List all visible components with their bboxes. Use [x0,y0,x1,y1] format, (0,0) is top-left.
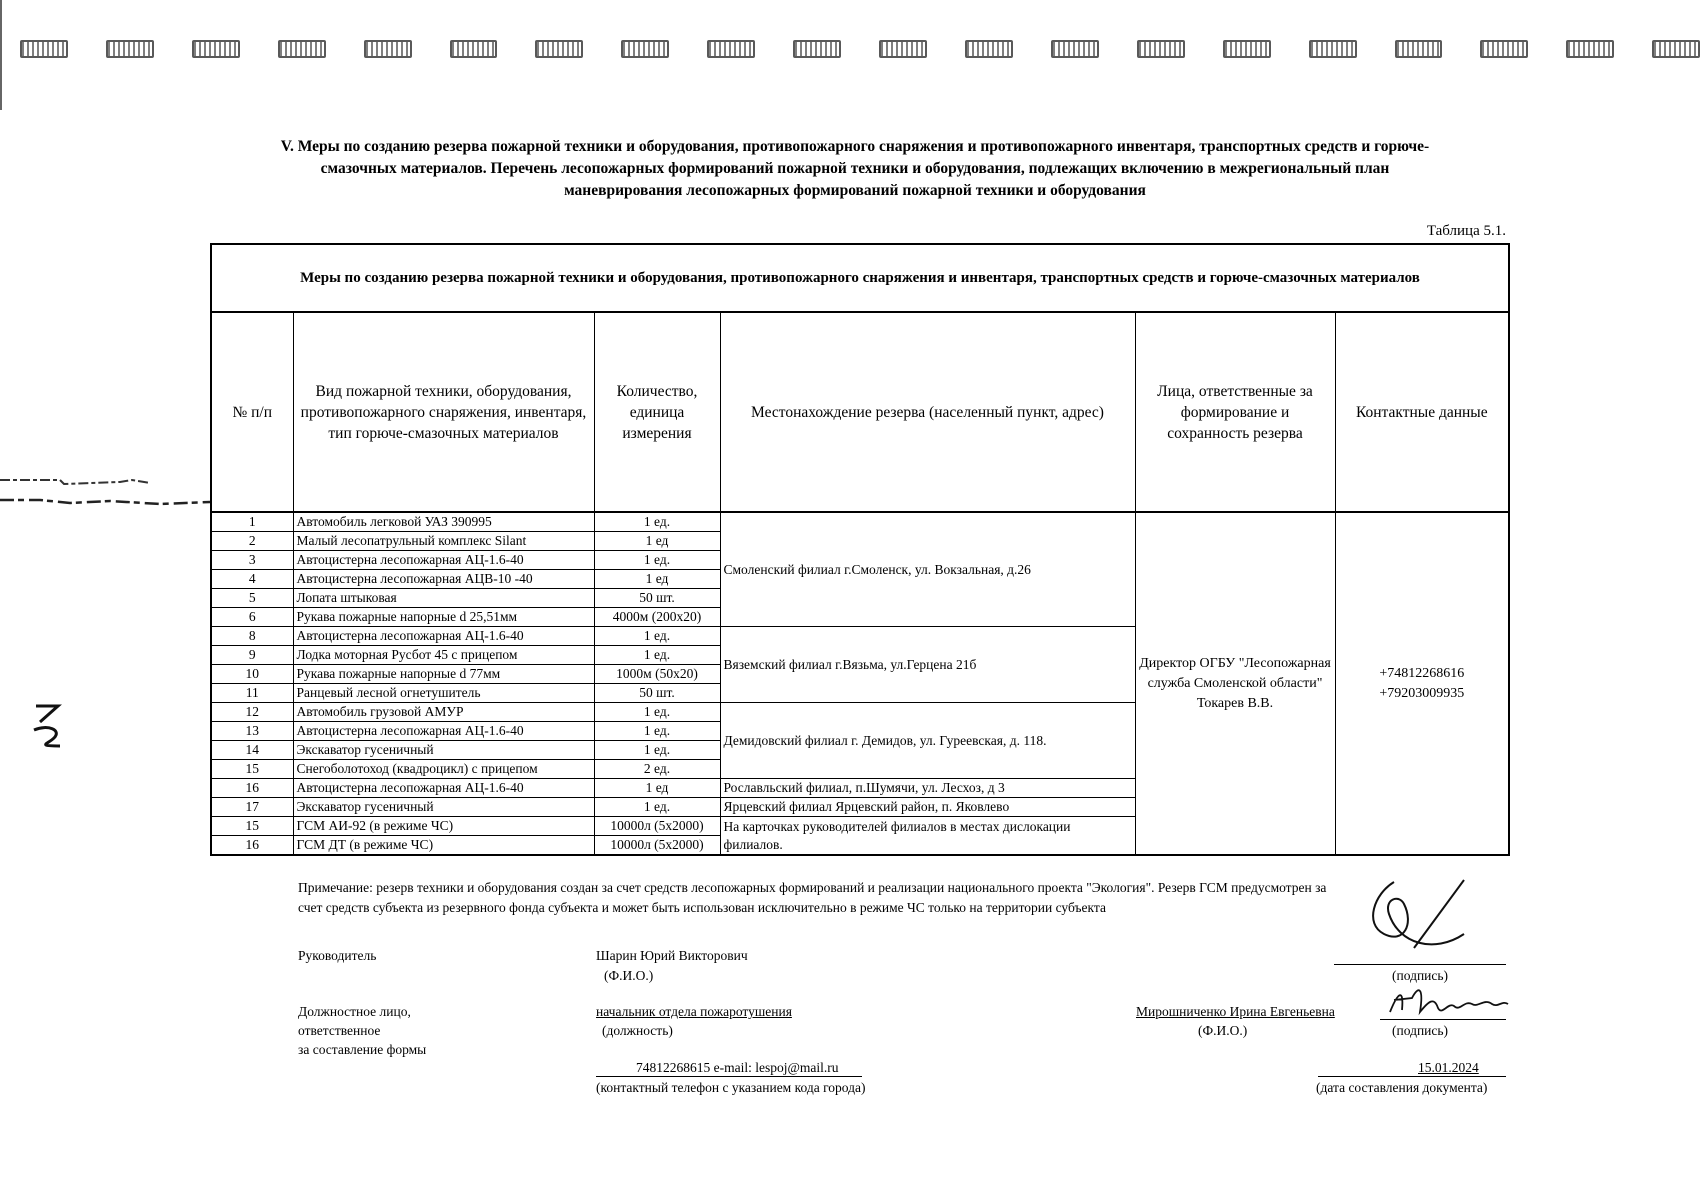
row-qty: 1 ед [594,570,720,589]
perforation-mark [20,40,68,58]
row-qty: 1 ед. [594,722,720,741]
row-qty: 2 ед. [594,760,720,779]
header-location: Местонахождение резерва (населенный пункт, адрес) [720,312,1135,512]
head-label: Руководитель [298,948,377,963]
row-qty: 1 ед [594,779,720,798]
contact-data [1335,512,1509,855]
row-num: 2 [211,532,293,551]
row-qty: 50 шт. [594,589,720,608]
location-demidov: Демидовский филиал г. Демидов, ул. Гуреевская, д. 118. [720,703,1135,779]
perforation-mark [1652,40,1700,58]
head-signature [1354,874,1474,962]
row-num: 3 [211,551,293,570]
row-num: 16 [211,779,293,798]
row-type: Рукава пожарные напорные d 25,51мм [293,608,594,627]
perforation-strip [20,40,1700,60]
head-name: Шарин Юрий Викторович [596,948,748,963]
perforation-mark [879,40,927,58]
row-qty: 50 шт. [594,684,720,703]
row-qty: 1 ед. [594,627,720,646]
scan-edge-line [0,0,2,110]
perforation-mark [621,40,669,58]
contact-phone: +79203009935 [1379,685,1465,701]
fio-caption: (Ф.И.О.) [604,968,654,983]
header-person: Лица, ответственные за формирование и сохранность резерва [1135,312,1335,512]
official-label: за составление формы [298,1042,427,1057]
perforation-mark [1480,40,1528,58]
table-banner: Меры по созданию резерва пожарной техники и оборудования, противопожарного снаряжения и инвентаря, транспортных средств и горюче-смазочных материалов [211,244,1509,312]
row-num: 17 [211,798,293,817]
row-num: 14 [211,741,293,760]
row-num: 8 [211,627,293,646]
row-qty: 1000м (50х20) [594,665,720,684]
handwritten-page-number [28,700,68,750]
row-num: 4 [211,570,293,589]
fio-caption: (Ф.И.О.) [1198,1023,1248,1038]
signature-line [1334,964,1506,965]
location-gsm: На карточках руководителей филиалов в местах дислокации филиалов. [720,817,1135,856]
perforation-mark [535,40,583,58]
row-type: Малый лесопатрульный комплекс Silant [293,532,594,551]
header-contact: Контактные данные [1335,312,1509,512]
heading-line: смазочных материалов. Перечень лесопожарных формирований пожарной техники и оборудования, подлежащих включению в межрегиональный план [320,160,1390,177]
row-qty: 1 ед. [594,646,720,665]
official-label: ответственное [298,1023,381,1038]
perforation-mark [793,40,841,58]
perforation-mark [364,40,412,58]
perforation-mark [1223,40,1271,58]
row-type: Лодка моторная Русбот 45 с прицепом [293,646,594,665]
row-qty: 1 ед. [594,551,720,570]
perforation-mark [1051,40,1099,58]
row-num: 12 [211,703,293,722]
row-num: 6 [211,608,293,627]
row-type: ГСМ ДТ (в режиме ЧС) [293,836,594,856]
perforation-mark [192,40,240,58]
row-type: Снегоболотоход (квадроцикл) с прицепом [293,760,594,779]
perforation-mark [278,40,326,58]
document-heading [200,136,1510,202]
row-qty: 1 ед. [594,798,720,817]
location-yartsevo: Ярцевский филиал Ярцевский район, п. Яковлево [720,798,1135,817]
location-smolensk: Смоленский филиал г.Смоленск, ул. Вокзальная, д.26 [720,512,1135,627]
row-qty: 1 ед. [594,703,720,722]
footnote: Примечание: резерв техники и оборудования создан за счет средств лесопожарных формирований и реализации национального проекта "Экология". Резерв ГСМ предусмотрен за счет средств субъекта из резервного фонда субъекта и может быть использован исключительно в режиме ЧС только на территории субъекта [298,880,1327,915]
date-caption: (дата составления документа) [1316,1080,1488,1095]
row-num: 5 [211,589,293,608]
row-type: Экскаватор гусеничный [293,741,594,760]
phone-email: 74812268615 e-mail: lespoj@mail.ru [636,1060,839,1075]
position-caption: (должность) [602,1023,673,1038]
perforation-mark [1395,40,1443,58]
row-type: Рукава пожарные напорные d 77мм [293,665,594,684]
row-num: 16 [211,836,293,856]
row-qty: 10000л (5х2000) [594,817,720,836]
row-type: Автомобиль легковой УАЗ 390995 [293,512,594,532]
location-vyazma: Вяземский филиал г.Вязьма, ул.Герцена 21б [720,627,1135,703]
row-type: Автоцистерна лесопожарная АЦ-1.6-40 [293,722,594,741]
official-name: Мирошниченко Ирина Евгеньевна [1136,1004,1335,1019]
margin-scribble [0,476,210,506]
perforation-mark [707,40,755,58]
official-label: Должностное лицо, [298,1004,411,1019]
row-num: 13 [211,722,293,741]
signature-caption: (подпись) [1392,1023,1449,1038]
contact-phone: +74812268616 [1379,665,1465,681]
row-type: Автоцистерна лесопожарная АЦВ-10 -40 [293,570,594,589]
perforation-mark [106,40,154,58]
row-num: 15 [211,760,293,779]
heading-line: V. Меры по созданию резерва пожарной техники и оборудования, противопожарного снаряжения и противопожарного инвентаря, транспортных средств и горюче- [280,138,1430,155]
official-position: начальник отдела пожаротушения [596,1004,792,1019]
row-num: 15 [211,817,293,836]
row-type: Автомобиль грузовой АМУР [293,703,594,722]
row-type: Ранцевый лесной огнетушитель [293,684,594,703]
location-roslavl: Рославльский филиал, п.Шумячи, ул. Лесхоз, д 3 [720,779,1135,798]
row-num: 1 [211,512,293,532]
row-num: 9 [211,646,293,665]
row-qty: 1 ед. [594,741,720,760]
responsible-person: Директор ОГБУ "Лесопожарная служба Смоленской области" Токарев В.В. [1135,512,1335,855]
reserve-table [210,243,1510,856]
perforation-mark [450,40,498,58]
row-type: ГСМ АИ-92 (в режиме ЧС) [293,817,594,836]
row-type: Экскаватор гусеничный [293,798,594,817]
perforation-mark [1566,40,1614,58]
row-type: Автоцистерна лесопожарная АЦ-1.6-40 [293,551,594,570]
phone-caption: (контактный телефон с указанием кода города) [596,1080,866,1095]
document-date: 15.01.2024 [1418,1060,1479,1075]
row-type: Лопата штыковая [293,589,594,608]
perforation-mark [965,40,1013,58]
header-num: № п/п [211,312,293,512]
row-type: Автоцистерна лесопожарная АЦ-1.6-40 [293,779,594,798]
perforation-mark [1309,40,1357,58]
table-number-label: Таблица 5.1. [1426,223,1506,239]
official-signature [1384,982,1510,1022]
header-qty: Количество, единица измерения [594,312,720,512]
table-row [211,512,1509,532]
heading-line: маневрирования лесопожарных формирований пожарной техники и оборудования [564,182,1146,199]
row-qty: 10000л (5х2000) [594,836,720,856]
row-qty: 1 ед. [594,512,720,532]
row-num: 10 [211,665,293,684]
row-num: 11 [211,684,293,703]
perforation-mark [1137,40,1185,58]
row-qty: 1 ед [594,532,720,551]
row-qty: 4000м (200х20) [594,608,720,627]
signature-caption: (подпись) [1392,968,1449,983]
row-type: Автоцистерна лесопожарная АЦ-1.6-40 [293,627,594,646]
header-type: Вид пожарной техники, оборудования, противопожарного снаряжения, инвентаря, тип горюче-смазочных материалов [293,312,594,512]
